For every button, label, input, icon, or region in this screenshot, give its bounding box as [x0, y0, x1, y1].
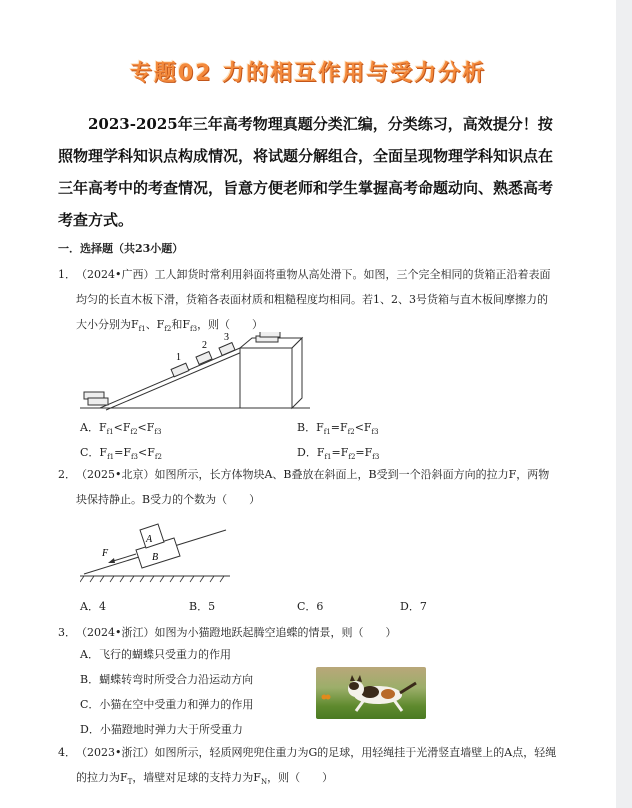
question-2	[58, 462, 558, 512]
scrollbar-track[interactable]	[616, 0, 632, 808]
box-label-2: 2	[202, 340, 207, 351]
cat-butterfly-photo	[316, 667, 426, 719]
intro-paragraph: 2023-2025年三年高考物理真题分类汇编，分类练习，高效提分！按照物理学科知识点构成情况，将试题分解组合，全面呈现物理学科知识点在三年高考中的考查情况，旨意方便老师和学生掌握高考命题动向、熟悉高考考查方式。	[58, 115, 554, 229]
question-number: 1．	[58, 268, 76, 281]
option-b[interactable]: B．$F_{f1}=F_{f2}<F_{f3}$	[297, 421, 379, 437]
ramp-figure	[80, 332, 310, 412]
question-number: 4．	[58, 746, 76, 759]
option-c[interactable]: C．小猫在空中受重力和弹力的作用	[80, 698, 254, 711]
question-text: （2023•浙江）如图所示，轻质网兜兜住重力为G的足球，用轻绳挂于光滑竖直墙壁上的A点，轻绳的拉力为$F_T$，墙壁对足球的支持力为$F_N$，则（ ）	[76, 746, 557, 787]
option-c[interactable]: C．6	[297, 600, 324, 613]
question-number: 2．	[58, 468, 76, 481]
question-text: （2024•广西）工人卸货时常利用斜面将重物从高处滑下。如图，三个完全相同的货箱正沿着表面均匀的长直木板下滑，货箱各表面材质和粗糙程度均相同。若1、2、3号货箱与直木板间摩擦力的大小分别为$F_{f1}$、$F_{f2}$和$F_{f3}$，则（ ）	[76, 268, 551, 334]
box-label-3: 3	[224, 332, 229, 343]
question-3	[58, 620, 558, 645]
question-4	[58, 740, 558, 795]
option-d[interactable]: D．小猫蹬地时弹力大于所受重力	[80, 723, 243, 736]
section-heading: 一．选择题（共23小题）	[58, 242, 184, 255]
force-label-f: F	[102, 548, 109, 559]
box-label-1: 1	[176, 352, 181, 363]
block-label-a: A	[146, 534, 153, 545]
question-1	[58, 262, 558, 342]
option-a[interactable]: A．4	[80, 600, 106, 613]
option-a[interactable]: A．飞行的蝴蝶只受重力的作用	[80, 648, 231, 661]
option-b[interactable]: B．5	[189, 600, 216, 613]
option-c[interactable]: C．$F_{f1}=F_{f3}<F_{f2}$	[80, 446, 162, 462]
page-title: 专题02 力的相互作用与受力分析	[129, 61, 487, 86]
block-label-b: B	[152, 552, 159, 563]
incline-figure	[80, 512, 240, 584]
option-d[interactable]: D．$F_{f1}=F_{f2}=F_{f3}$	[297, 446, 380, 462]
option-a[interactable]: A．$F_{f1}<F_{f2}<F_{f3}$	[80, 421, 162, 437]
cat-icon	[316, 667, 426, 719]
option-b[interactable]: B．蝴蝶转弯时所受合力沿运动方向	[80, 673, 254, 686]
question-text: （2024•浙江）如图为小猫蹬地跃起腾空追蝶的情景，则（ ）	[76, 626, 397, 639]
question-number: 3．	[58, 626, 76, 639]
question-text: （2025•北京）如图所示，长方体物块A、B叠放在斜面上，B受到一个沿斜面方向的拉力F，两物块保持静止。B受力的个数为（ ）	[76, 468, 550, 506]
option-d[interactable]: D．7	[400, 600, 427, 613]
